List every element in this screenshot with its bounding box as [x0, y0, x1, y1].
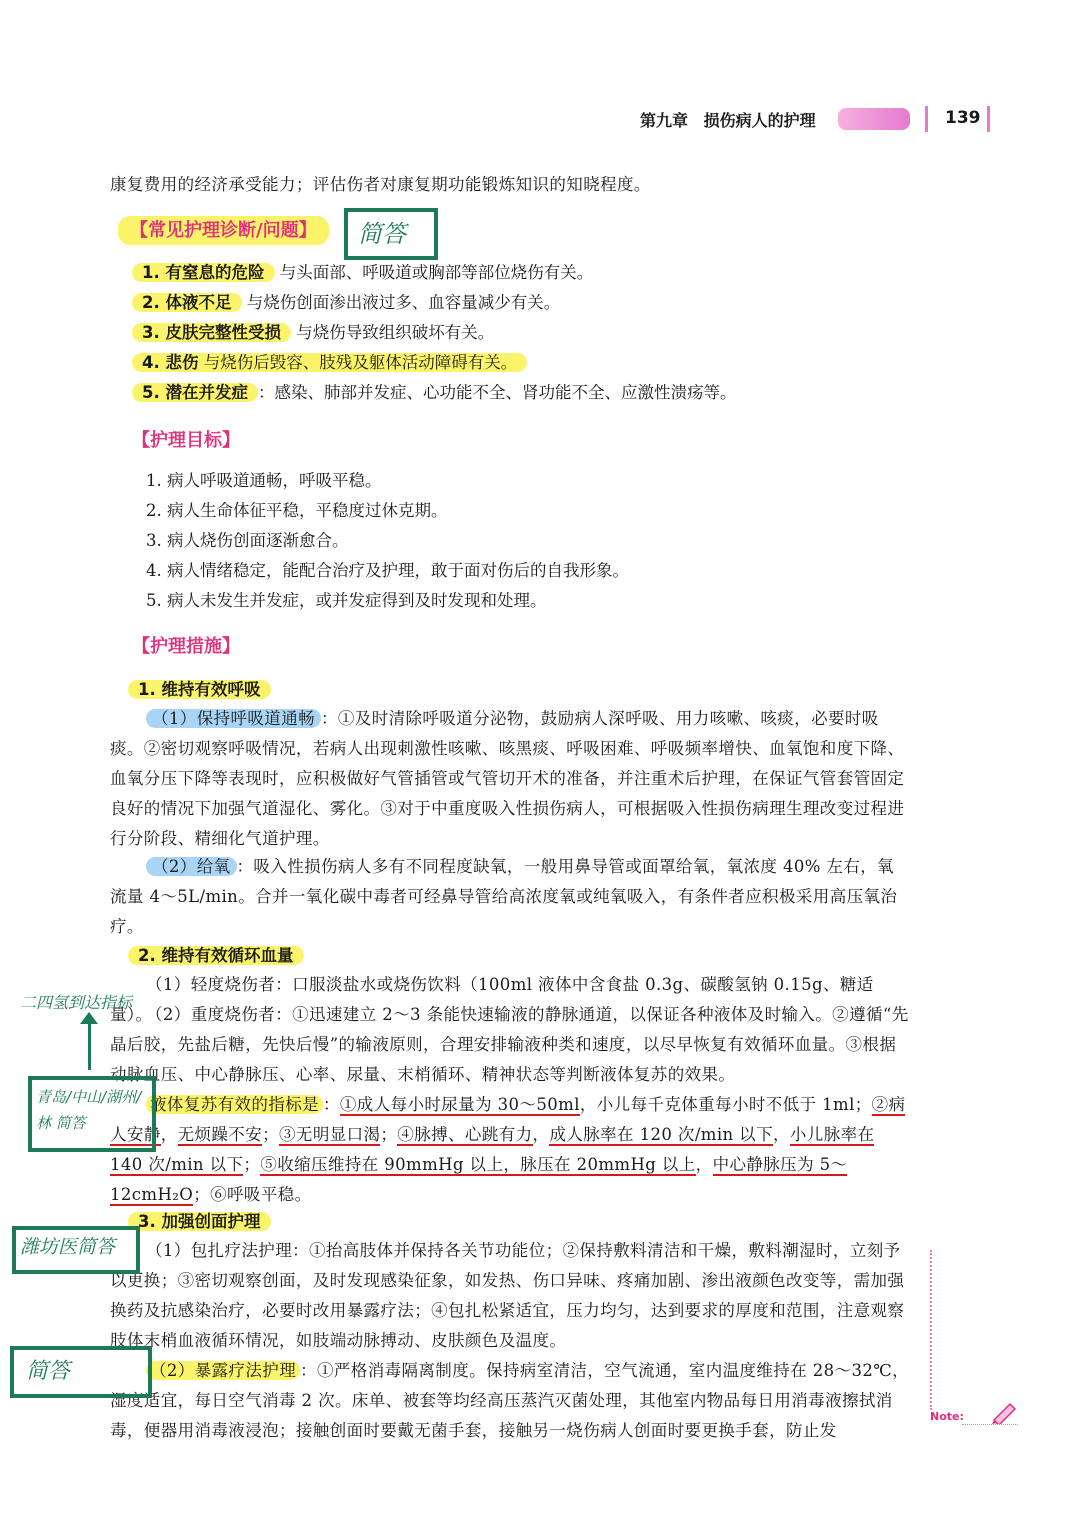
diagnosis-item: [132, 348, 892, 378]
diagnosis-item-text: ：感染、肺部并发症、心功能不全、肾功能不全、应激性溃疡等。: [258, 383, 737, 402]
underlined-indicator: ③无明显口渴: [279, 1125, 381, 1144]
text-fragment: ，小儿每千克体重每小时不低于 1ml；: [579, 1095, 872, 1114]
diagnosis-item: [132, 378, 892, 408]
text-fragment: ；: [262, 1125, 280, 1144]
diagnosis-item: [132, 288, 892, 318]
underlined-indicator: 成人脉率在 120 次/min 以下: [549, 1125, 773, 1144]
diagnosis-item-text: 与头面部、呼吸道或胸部等部位烧伤有关。: [279, 263, 594, 282]
text-fragment: ，: [695, 1155, 713, 1174]
diagnosis-item-label: 2. 体液不足: [132, 293, 242, 312]
header-divider: [925, 106, 928, 132]
measure-1-para-1-text: ：①及时清除呼吸道分泌物，鼓励病人深呼吸、用力咳嗽、咳痰，必要时吸痰。②密切观察呼吸情况，若病人出现刺激性咳嗽、咳黑痰、呼吸困难、呼吸频率增快、血氧饱和度下降、血氧分压下降等表现时，应积极做好气管插管或气管切开术的准备，并注重术后护理，在保证气管套管固定良好的情况下加强气道湿化、雾化。③对于中重度吸入性损伤病人，可根据吸入性损伤病理生理改变过程进行分阶段、精细化气道护理。: [110, 709, 905, 848]
measure-3-para-2-label: （2）暴露疗法护理: [146, 1361, 300, 1380]
measure-1-para-2-text: ：吸入性损伤病人多有不同程度缺氧，一般用鼻导管或面罩给氧，氧浓度 40% 左右，氧流量 4～5L/min。合并一氧化碳中毒者可经鼻导管给高浓度氧或纯氧吸入，有条件者应积极采用高压氧治疗。: [110, 857, 898, 936]
diagnosis-list: [132, 258, 892, 408]
measure-2-para-1: （1）轻度烧伤者：口服淡盐水或烧伤饮料（100ml 液体中含食盐 0.3g、碳酸氢钠 0.15g、糖适量）。: [110, 975, 874, 1024]
margin-note-label: Note:: [930, 1410, 964, 1423]
underlined-indicator: ⑤收缩压维持在 90mmHg 以上，脉压在 20mmHg 以上: [260, 1155, 696, 1174]
margin-dotted-line: [930, 1250, 932, 1410]
measure-1-para-1: [110, 704, 910, 854]
chapter-label: 第九章: [640, 111, 689, 130]
header-pink-bar: [838, 108, 910, 130]
underlined-indicator: 小儿脉率在 140 次/min 以下: [110, 1125, 875, 1174]
measure-1-para-1-label: （1）保持呼吸道通畅: [146, 709, 321, 728]
goals-heading: 【护理目标】: [132, 430, 240, 451]
text-fragment: ；: [243, 1155, 261, 1174]
diagnosis-item-text: 与烧伤导致组织破坏有关。: [296, 323, 495, 342]
handwritten-note-box3: 简答: [26, 1359, 71, 1384]
measure-2-para-2: （2）重度烧伤者：①迅速建立 2～3 条能快速输液的静脉通道，以保证各种液体及时输入。②遵循“先晶后胶，先盐后糖，先快后慢”的输液原则，合理安排输液种类和速度，以尽早恢复有效循环血量。③根据动脉血压、中心静脉压、心率、尿量、末梢循环、精神状态等判断液体复苏的效果。: [110, 1005, 909, 1084]
diagnosis-heading-text: 【常见护理诊断/问题】: [118, 216, 329, 245]
diagnosis-item-label: 5. 潜在并发症: [132, 383, 258, 402]
measure-3-title-text: 3. 加强创面护理: [128, 1212, 271, 1231]
measure-1-title-text: 1. 维持有效呼吸: [128, 680, 271, 699]
underlined-indicator: ④脉搏、心跳有力: [397, 1125, 533, 1144]
measure-1-title: [128, 676, 271, 700]
diagnosis-item-text: 与烧伤创面渗出液过多、血容量减少有关。: [246, 293, 561, 312]
diagnosis-item-highlight: [132, 353, 527, 372]
measure-2-title: [128, 942, 304, 966]
measure-1-para-2-label: （2）给氧: [146, 857, 237, 876]
measure-3-para-2-text: ：①严格消毒隔离制度。保持病室清洁，空气流通，室内温度维持在 28～32℃，湿度适宜，每日空气消毒 2 次。床单、被套等均经高压蒸汽灭菌处理，其他室内物品每日用消毒液擦拭消毒，便器用消毒液浸泡；接触创面时要戴无菌手套，接触另一烧伤病人创面时要更换手套，防止发: [110, 1361, 910, 1440]
diagnosis-item: [132, 258, 892, 288]
handwritten-note-box2: 潍坊医简答: [20, 1236, 116, 1258]
goal-item: 4. 病人情绪稳定，能配合治疗及护理，敢于面对伤后的自我形象。: [146, 561, 629, 580]
goals-list: [146, 466, 906, 616]
intro-line: 康复费用的经济承受能力；评估伤者对康复期功能锻炼知识的知晓程度。: [110, 175, 651, 194]
handwritten-note-box1: 青岛/中山/湖州/林 简答: [36, 1088, 142, 1132]
text-fragment: ：: [323, 1095, 340, 1114]
pencil-icon: [990, 1398, 1020, 1424]
page-number: 139: [945, 108, 981, 128]
diagnosis-item-label: 4. 悲伤: [142, 353, 199, 372]
text-fragment: ，: [160, 1125, 178, 1144]
diagnosis-item-text: 与烧伤后毁容、肢残及躯体活动障碍有关。: [203, 353, 518, 372]
underlined-indicator: ②病人安静: [110, 1095, 906, 1144]
chapter-title: 损伤病人的护理: [703, 111, 816, 130]
text-fragment: ；: [380, 1125, 398, 1144]
diagnosis-note: 简答: [358, 220, 406, 248]
header-divider-right: [987, 106, 990, 132]
measure-2-title-text: 2. 维持有效循环血量: [128, 946, 304, 965]
handwritten-arrow-head: [80, 1012, 98, 1024]
text-fragment: ；⑥呼吸平稳。: [193, 1185, 312, 1204]
goal-item: 5. 病人未发生并发症，或并发症得到及时发现和处理。: [146, 591, 547, 610]
underlined-indicator: 中心静脉压为 5～12cmH₂O: [110, 1155, 848, 1204]
goal-item: 3. 病人烧伤创面逐渐愈合。: [146, 531, 349, 550]
measure-2-para-3-label: 液体复苏有效的指标是: [146, 1095, 323, 1114]
text-fragment: ，: [772, 1125, 790, 1144]
diagnosis-item: [132, 318, 892, 348]
diagnosis-item-label: 3. 皮肤完整性受损: [132, 323, 291, 342]
measures-heading: 【护理措施】: [132, 636, 240, 657]
diagnosis-item-label: 1. 有窒息的危险: [132, 263, 275, 282]
goal-item: 2. 病人生命体征平稳，平稳度过休克期。: [146, 501, 448, 520]
underlined-indicator: 无烦躁不安: [177, 1125, 263, 1144]
chapter-header: [640, 108, 816, 131]
underlined-indicator: ①成人每小时尿量为 30～50ml: [339, 1095, 580, 1114]
handwritten-note-top: 二四氢到达指标: [20, 993, 133, 1012]
diagnosis-heading: [118, 216, 329, 242]
goal-item: 1. 病人呼吸道通畅，呼吸平稳。: [146, 471, 382, 490]
measure-3-title: [128, 1208, 271, 1232]
margin-note-line: [962, 1424, 1018, 1425]
measure-3-para-2: [110, 1356, 910, 1446]
measure-1-para-2: [110, 852, 910, 942]
measure-2-para-3: [110, 1090, 910, 1210]
measure-3-para-1: （1）包扎疗法护理：①抬高肢体并保持各关节功能位；②保持敷料清洁和干燥，敷料潮湿时，立刻予以更换；③密切观察创面，及时发现感染征象，如发热、伤口异味、疼痛加剧、渗出液颜色改变等，需加强换药及抗感染治疗，必要时改用暴露疗法；④包扎松紧适宜，压力均匀，达到要求的厚度和范围，注意观察肢体末梢血液循环情况，如肢端动脉搏动、皮肤颜色及温度。: [110, 1241, 905, 1350]
text-fragment: ，: [532, 1125, 550, 1144]
